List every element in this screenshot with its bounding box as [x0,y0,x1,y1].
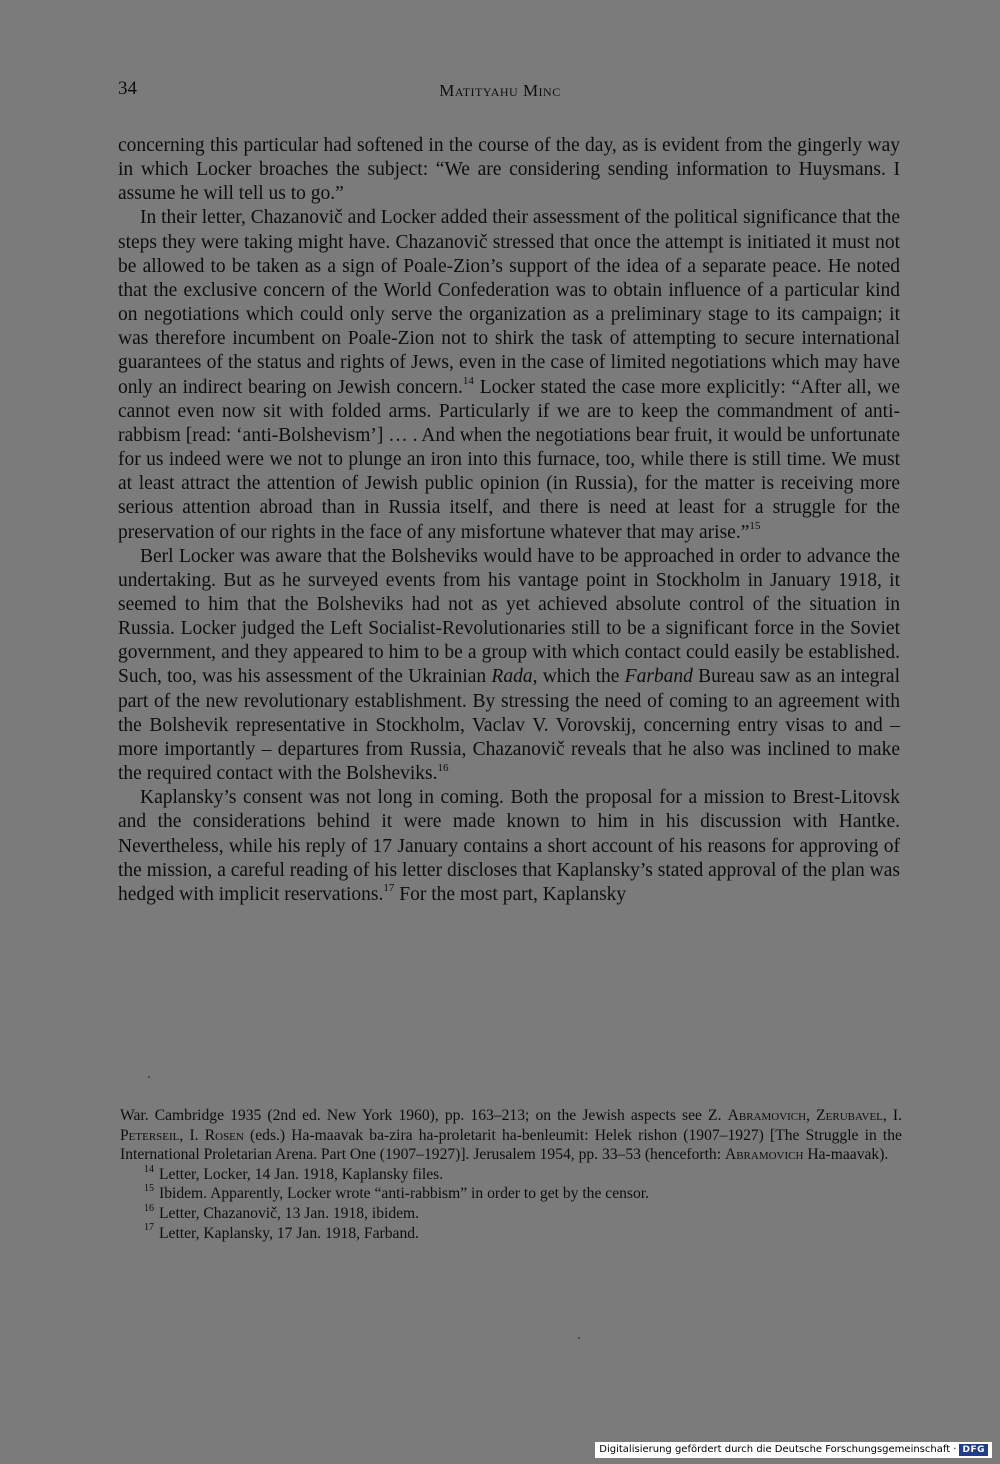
running-head: Matityahu Minc [439,81,561,100]
digitization-notice [595,1442,992,1458]
dfg-logo: DFG [959,1444,988,1456]
footnote-number: 14 [144,1163,154,1175]
footnotes [120,1106,902,1243]
footnote-continuation-text-b: (eds.) Ha-maavak ba-zira ha-proletarit ha-benleumit: Helek rishon (1907–1927) [The Struggle in the International Proletarian Arena. Part One (1907–1927)]. Jerusalem 1954, pp. 33–53 (henceforth: [120,1126,902,1164]
footnote-number: 17 [144,1222,154,1234]
footnote-ref-17: 17 [383,882,395,895]
paragraph-4-text-b: For the most part, Kaplansky [394,883,627,905]
footnote-15 [120,1184,902,1204]
footnote-ref-16: 16 [437,761,449,774]
author-abramovich-short: Abramovich [724,1146,804,1164]
paragraph-3-text-a: Berl Locker was aware that the Bolsheviks would have to be approached in order to advance the undertaking. But as he surveyed events from his vantage point in Stockholm in January 1918, it seemed to him that the Bolsheviks had not as yet achieved absolute control of the situation in Russia. Locker judged the Left Socialist-Revolutionaries still to be a significant force in the Soviet government, and they appeared to him to be a group with which contact could easily be established. Such, too, was his assessment of the Ukrainian [118,545,900,688]
scan-speck [148,1076,150,1078]
paragraph-3-text-b: , which the [532,666,625,688]
footnote-16 [120,1204,902,1224]
paragraph-2-text-b: Locker stated the case more explicitly: “After all, we cannot even now sit with folded arms. Particularly if we are to keep the commandment of anti-rabbism [read: ‘anti-Bolshevism’] … . And when the negotiations bear fruit, it would be unfortunate for us indeed were we not to plunge an iron into this furnace, too, while there is still time. We must at least attract the attention of Jewish public opinion (in Russia), for the matter is receiving more serious attention abroad than in Russia itself, and there is need at least for a struggle for the preservation of our rights in the face of any misfortune whatever that may arise.” [118,376,900,543]
page-number: 34 [118,78,137,99]
footnote-number: 15 [144,1183,154,1195]
paragraph-3-text-c: Bureau saw as an integral part of the new revolutionary establishment. By stressing the need of coming to an agreement with the Bolshevik representative in Stockholm, Vaclav V. Vorovskij, concerning entry visas to and – more importantly – departures from Russia, Chazanovič reveals that he also was inclined to make the required contact with the Bolsheviks. [118,666,900,785]
paragraph-4 [118,786,900,907]
footnote-14 [120,1165,902,1185]
paragraph-1 [118,134,900,206]
body-text [118,134,900,907]
author-peterseil: Peterseil [120,1126,180,1144]
paragraph-3 [118,545,900,787]
paragraph-1-text: concerning this particular had softened in the course of the day, as is evident from the gingerly way in which Locker broaches the subject: “We are considering sending information to Huysmans. I assume he will tell us to go.” [118,135,900,205]
paragraph-4-text-a: Kaplansky’s consent was not long in coming. Both the proposal for a mission to Brest-Litovsk and the considerations behind it were made known to him in his discussion with Hantke. Nevertheless, while his reply of 17 January contains a short account of his reasons for approving of the mission, a careful reading of his letter discloses that Kaplansky’s stated approval of the plan was hedged with implicit reservations. [118,787,900,905]
footnote-17 [120,1224,902,1244]
author-zerubavel: Zerubavel [816,1107,883,1124]
footnote-text: Letter, Kaplansky, 17 Jan. 1918, Farband. [159,1224,419,1242]
footnote-number: 16 [144,1202,154,1214]
footnote-text: Letter, Chazanovič, 13 Jan. 1918, ibidem. [159,1204,420,1222]
footnote-text: Letter, Locker, 14 Jan. 1918, Kaplansky files. [159,1165,444,1183]
paragraph-2-text-a: In their letter, Chazanovič and Locker added their assessment of the political significance that the steps they were taking might have. Chazanovič stressed that once the attempt is initiated it must not be allowed to be taken as a sign of Poale-Zion’s support of the idea of a separate peace. He noted that the exclusive concern of the World Confederation was to obtain influence of a particular kind on negotiations which could only serve the organization as a preliminary stage to its campaign; it was therefore incumbent on Poale-Zion not to shirk the task of attempting to secure international guarantees of the status and rights of Jews, even in the case of limited negotiations which may have only an indirect bearing on Jewish concern. [118,207,900,398]
paragraph-2 [118,206,900,544]
italic-farband: Farband [624,666,693,688]
footnote-continuation [120,1106,902,1165]
footnote-ref-14: 14 [462,375,474,388]
author-rosen: Rosen [204,1126,244,1144]
author-abramovich: Abramovich [727,1107,807,1124]
separator: , I. [882,1107,902,1124]
separator: , I. [179,1126,205,1144]
footnote-ref-15: 15 [749,520,761,532]
italic-rada: Rada [491,666,533,688]
digitization-notice-text: Digitalisierung gefördert durch die Deutsche Forschungsgemeinschaft · [599,1444,957,1455]
scan-speck [578,1337,580,1339]
footnote-text: Ibidem. Apparently, Locker wrote “anti-rabbism” in order to get by the censor. [159,1185,650,1203]
separator: , [806,1107,817,1124]
footnote-continuation-text-c: Ha-maavak). [803,1146,889,1164]
footnote-continuation-text-a: War. Cambridge 1935 (2nd ed. New York 1960), pp. 163–213; on the Jewish aspects see Z. [120,1107,728,1124]
